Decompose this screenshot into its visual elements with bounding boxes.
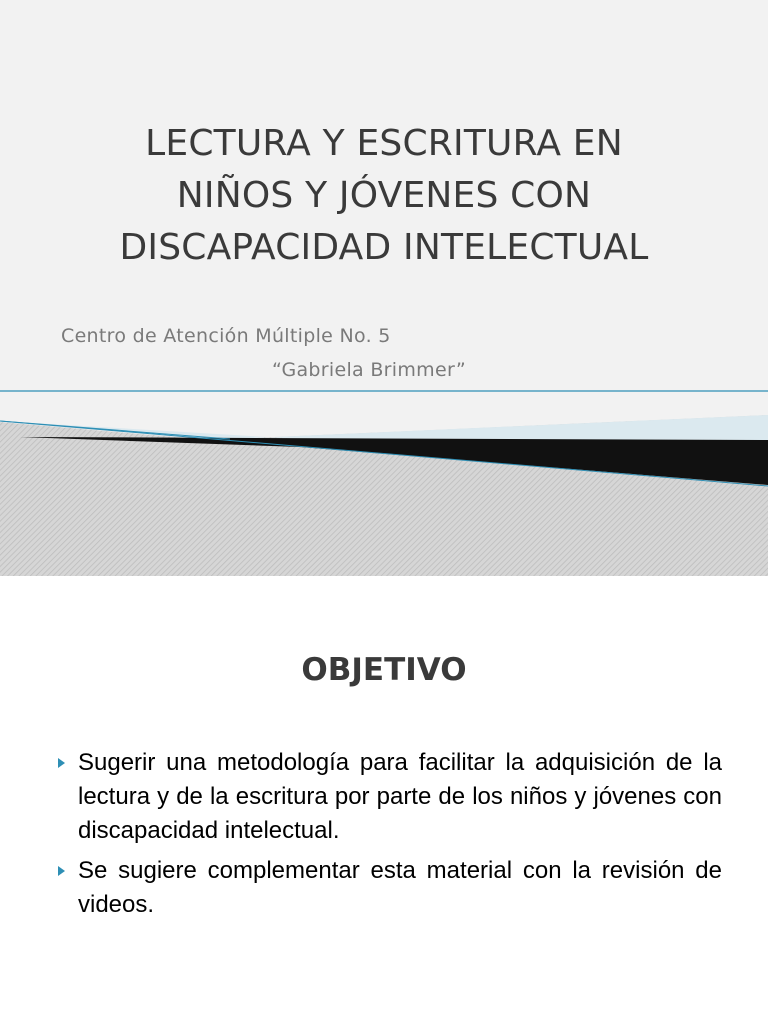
triangle-bullet-icon	[58, 758, 65, 768]
slide-title	[30, 118, 738, 274]
objective-slide	[0, 576, 768, 1024]
bullet-item	[50, 854, 722, 922]
triangle-bullet-icon	[58, 866, 65, 876]
subtitle-school-name: “Gabriela Brimmer”	[272, 359, 467, 381]
bullet-text: Se sugiere complementar esta material con la revisión de videos.	[78, 857, 722, 918]
title-line: DISCAPACIDAD INTELECTUAL	[119, 227, 649, 268]
bullet-text: Sugerir una metodología para facilitar la adquisición de la lectura y de la escritura por parte de los niños y jóvenes con discapacidad intelectual.	[78, 749, 722, 844]
subtitle-school: Centro de Atención Múltiple No. 5	[61, 325, 391, 347]
bullet-item	[50, 746, 722, 848]
title-line: LECTURA Y ESCRITURA EN	[145, 123, 623, 164]
slide-heading: OBJETIVO	[301, 652, 467, 688]
bullet-list	[50, 746, 722, 928]
title-line: NIÑOS Y JÓVENES CON	[176, 175, 592, 216]
decorative-band	[0, 385, 768, 576]
